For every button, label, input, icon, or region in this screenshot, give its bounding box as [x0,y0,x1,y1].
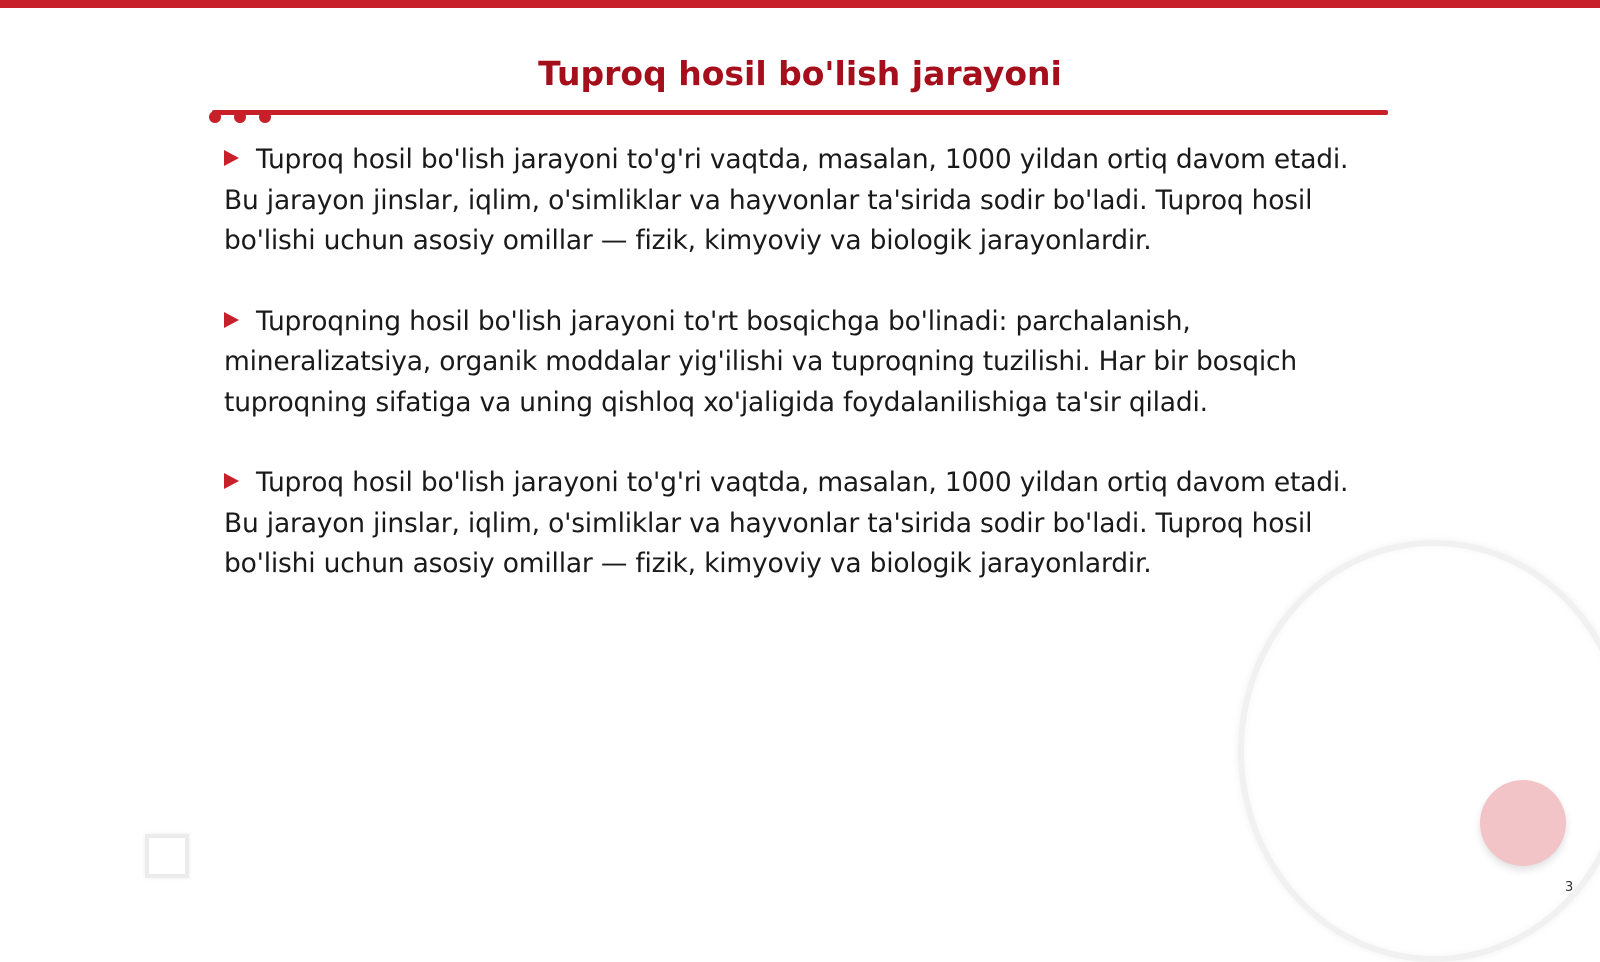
slide-title: Tuproq hosil bo'lish jarayoni [538,54,1062,93]
top-accent-bar [0,0,1600,8]
triangle-right-icon [224,473,239,489]
bullet-text: Tuproq hosil bo'lish jarayoni to'g'ri vaqtda, masalan, 1000 yildan ortiq davom etadi. Bu jarayon jinslar, iqlim, o'simliklar va hayvonlar ta'sirida sodir bo'ladi. Tuproq hosil bo'lishi uchun asosiy omillar — fizik, kimyoviy va biologik jarayonlardir. [224,144,1349,256]
rule-dot [209,111,221,123]
bullet-list [224,140,1384,625]
bullet-item [224,140,1384,262]
page-number: 3 [1565,880,1574,895]
triangle-right-icon [224,150,239,166]
decorative-circle [1480,780,1566,866]
rule-dot [259,111,271,123]
bullet-text: Tuproq hosil bo'lish jarayoni to'g'ri vaqtda, masalan, 1000 yildan ortiq davom etadi. Bu jarayon jinslar, iqlim, o'simliklar va hayvonlar ta'sirida sodir bo'ladi. Tuproq hosil bo'lishi uchun asosiy omillar — fizik, kimyoviy va biologik jarayonlardir. [224,467,1349,579]
triangle-right-icon [224,312,239,328]
decorative-square [145,834,189,878]
bullet-item [224,463,1384,585]
bullet-item [224,302,1384,424]
title-underline [212,110,1388,115]
bullet-text: Tuproqning hosil bo'lish jarayoni to'rt bosqichga bo'linadi: parchalanish, mineralizatsiya, organik moddalar yig'ilishi va tuproqning tuzilishi. Har bir bosqich tuproqning sifatiga va uning qishloq xo'jaligida foydalanilishiga ta'sir qiladi. [224,305,1297,418]
rule-dot [234,111,246,123]
decorative-ring [1238,540,1600,962]
